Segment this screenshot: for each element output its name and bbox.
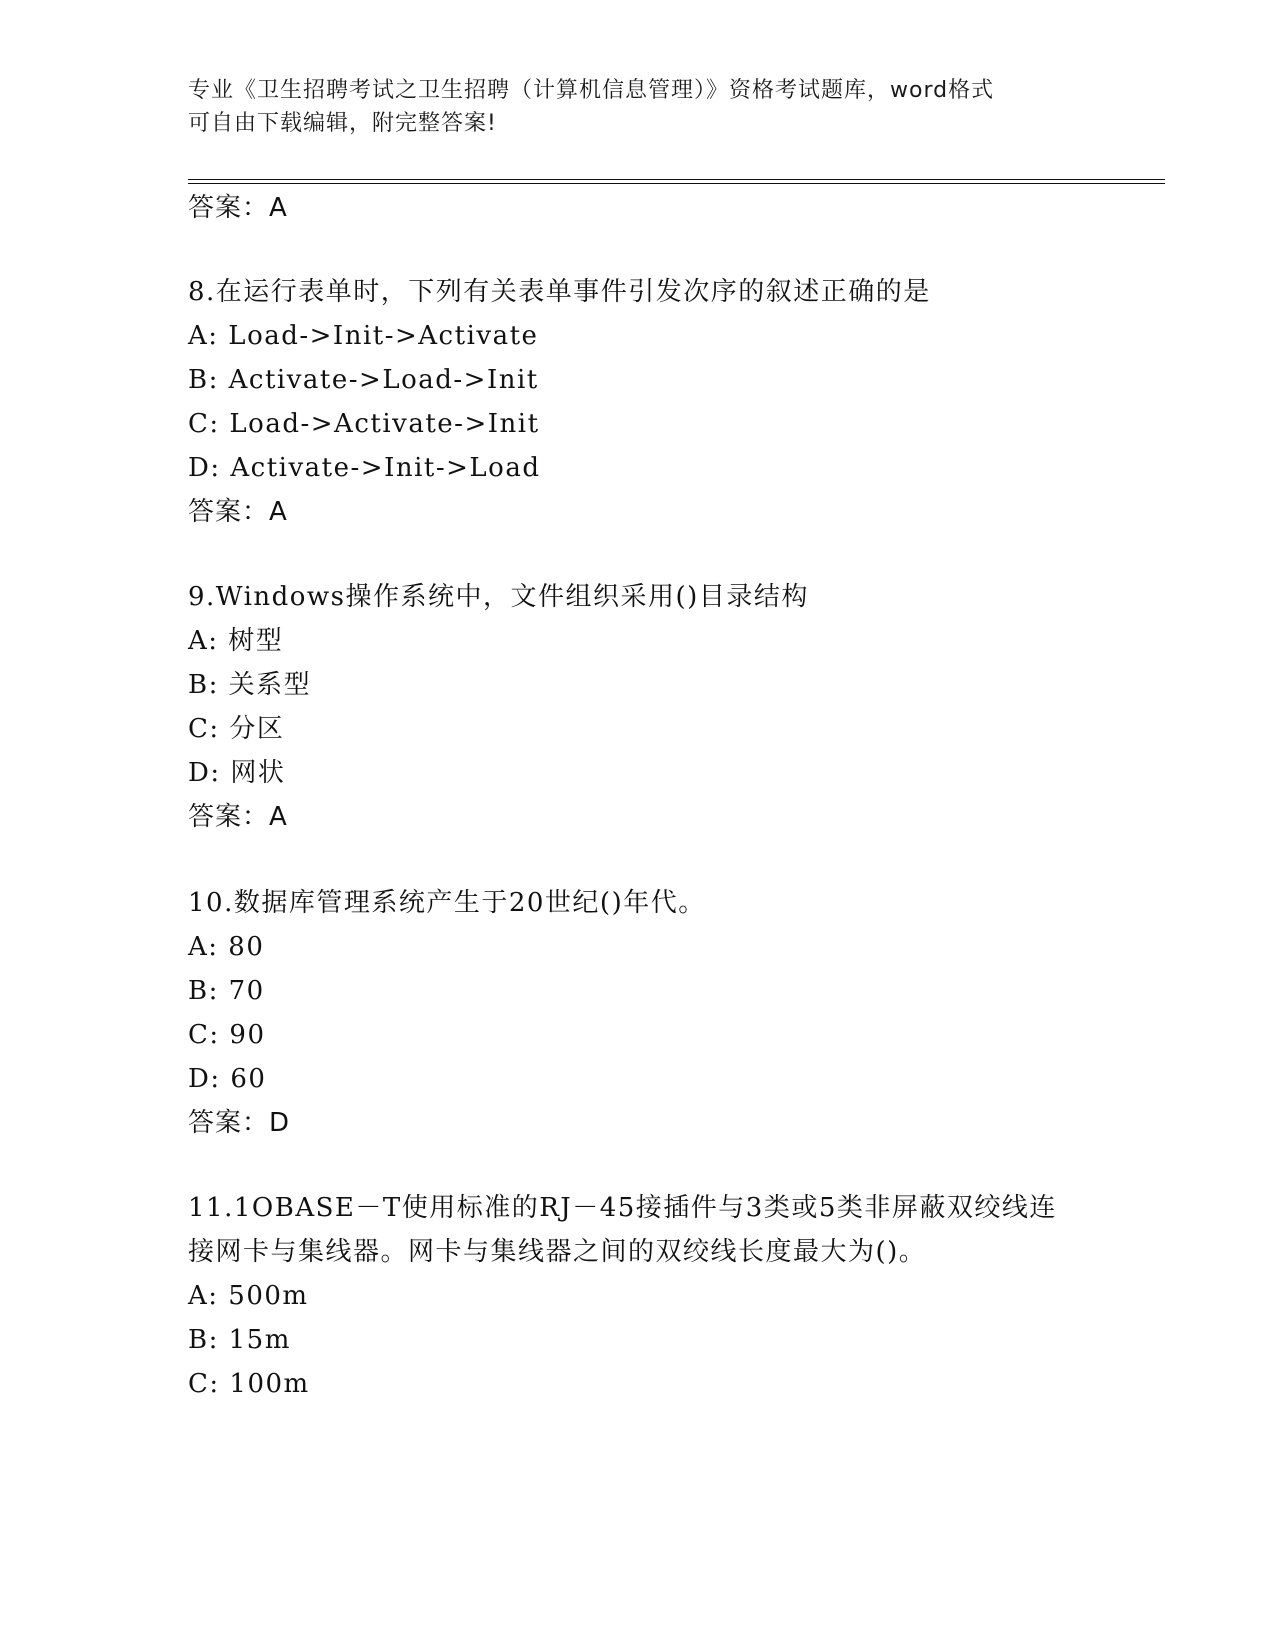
question-9-option-a: A: 树型 (188, 626, 284, 656)
question-9-answer: 答案：A (188, 802, 288, 832)
question-10-stem: 10.数据库管理系统产生于20世纪()年代。 (188, 888, 706, 918)
question-10-option-c: C: 90 (188, 1020, 266, 1050)
question-8-answer: 答案：A (188, 497, 288, 527)
question-11-stem-line-2: 接网卡与集线器。网卡与集线器之间的双绞线长度最大为()。 (188, 1237, 927, 1267)
question-9-option-b: B: 关系型 (188, 670, 312, 700)
question-11-option-c: C: 100m (188, 1369, 310, 1399)
question-8-option-d: D: Activate->Init->Load (188, 453, 541, 483)
question-9-option-c: C: 分区 (188, 714, 285, 744)
question-10-option-d: D: 60 (188, 1064, 267, 1094)
question-10-option-a: A: 80 (188, 932, 265, 962)
question-11-stem-line-1: 11.1OBASE－T使用标准的RJ－45接插件与3类或5类非屏蔽双绞线连 (188, 1193, 1057, 1223)
question-9-stem: 9.Windows操作系统中，文件组织采用()目录结构 (188, 582, 809, 612)
document-header (188, 74, 1088, 140)
question-8-stem: 8.在运行表单时，下列有关表单事件引发次序的叙述正确的是 (188, 277, 931, 307)
question-8-option-c: C: Load->Activate->Init (188, 409, 540, 439)
question-11-option-a: A: 500m (188, 1281, 309, 1311)
header-line-1: 专业《卫生招聘考试之卫生招聘（计算机信息管理）》资格考试题库，word格式 (188, 78, 995, 103)
question-11-option-b: B: 15m (188, 1325, 291, 1355)
question-10-option-b: B: 70 (188, 976, 265, 1006)
header-divider-top (188, 179, 1165, 180)
question-8-option-a: A: Load->Init->Activate (188, 321, 539, 351)
question-8-option-b: B: Activate->Load->Init (188, 365, 539, 395)
previous-answer: 答案：A (188, 193, 288, 223)
question-10-answer: 答案：D (188, 1108, 291, 1138)
question-9-option-d: D: 网状 (188, 758, 286, 788)
header-line-2: 可自由下载编辑，附完整答案! (188, 111, 497, 136)
header-divider-bottom (188, 183, 1165, 184)
